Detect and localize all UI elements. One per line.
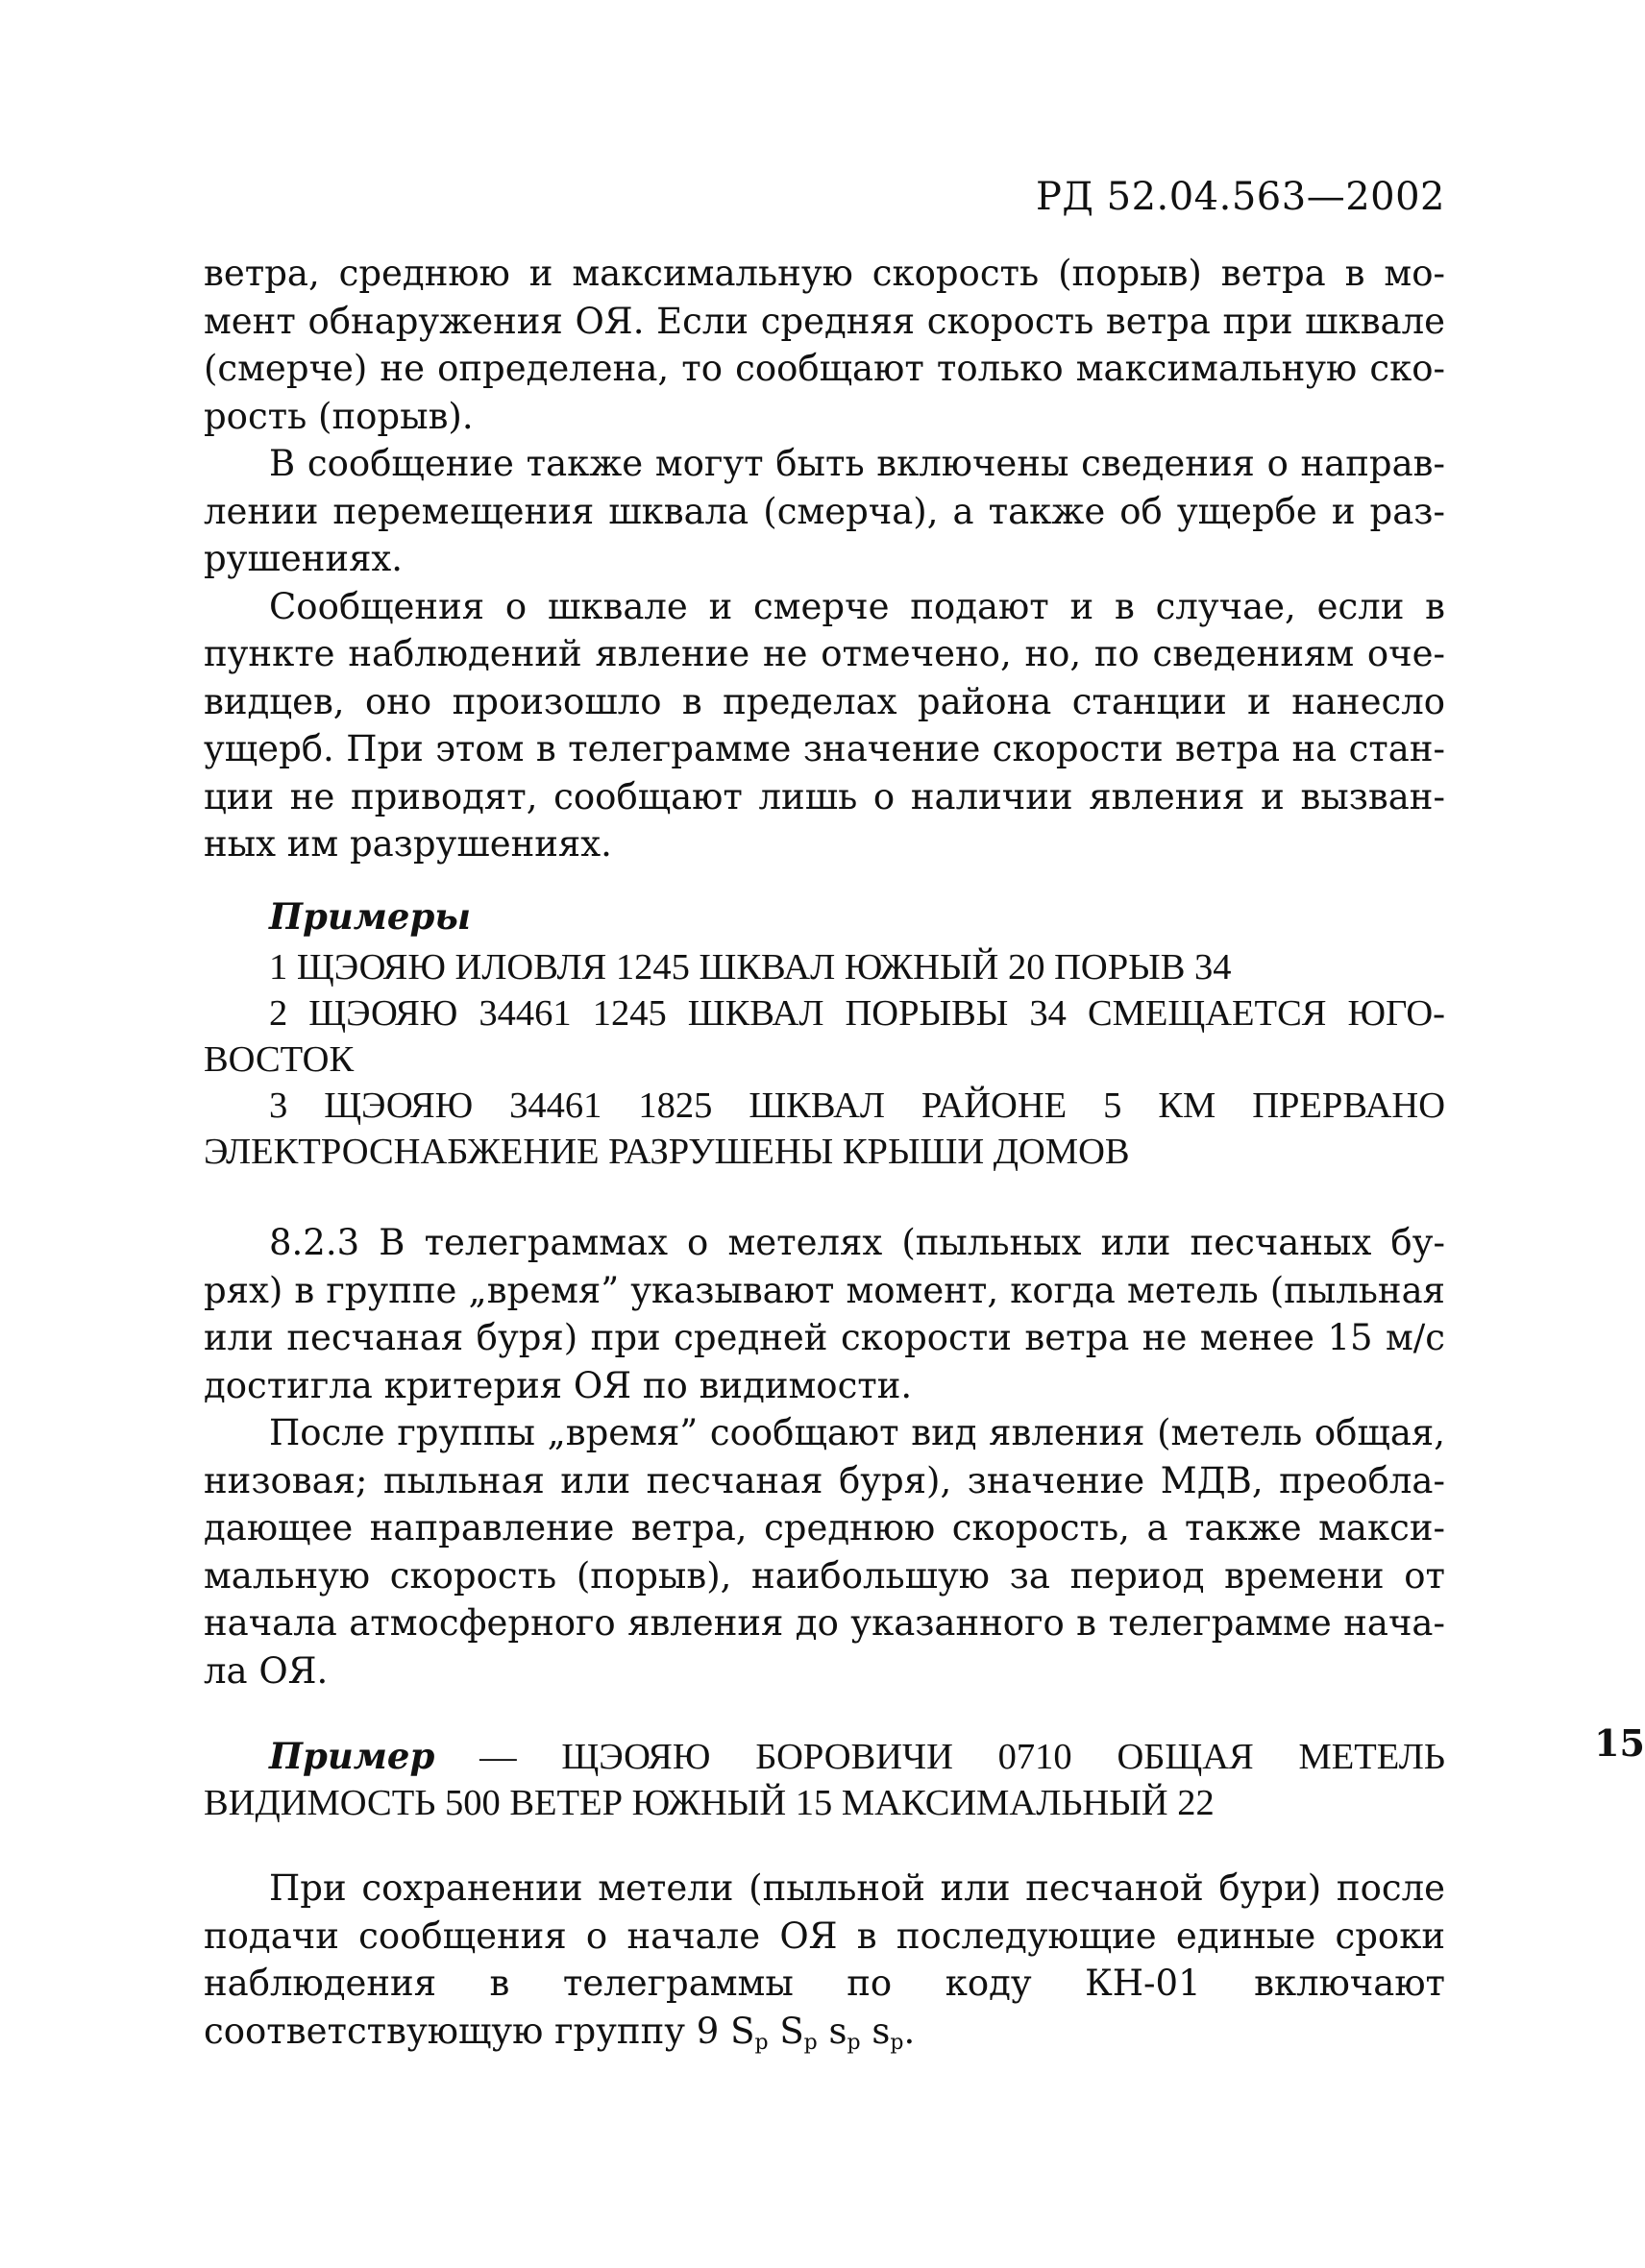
document-code: РД 52.04.563—2002 — [1035, 175, 1445, 219]
paragraph-wind-speed: ветра, среднюю и максимальную скорость (порыв) ветра в момент обнаружения ОЯ. Если средняя скорость ветра при шквале (смерче) не определена, то сообщают только максимальную скорость (порыв). — [204, 253, 1445, 437]
formula-term-1: S — [730, 2010, 755, 2052]
formula-term-4: s — [872, 2010, 891, 2052]
formula-sub-2: p — [803, 2030, 818, 2055]
example-label: Пример — [269, 1735, 435, 1777]
example-blizzard — [204, 1733, 1445, 1826]
document-page — [204, 173, 1645, 2055]
formula-sub-4: p — [890, 2030, 904, 2055]
paragraph-code-group — [204, 1865, 1445, 2055]
paragraph-direction: В сообщение также могут быть включены сведения о направлении перемещения шквала (смерча), а также об ущербе и разрушениях. — [204, 443, 1445, 579]
formula-term-3: s — [828, 2010, 847, 2052]
example-telegram-1: 1 ЩЭОЯЮ ИЛОВЛЯ 1245 ШКВАЛ ЮЖНЫЙ 20 ПОРЫВ 34 — [269, 947, 1232, 988]
paragraph-code-group-text: При сохранении метели (пыльной или песчаной бури) после подачи сообщения о начале ОЯ в последующие единые сроки наблюдения в телеграммы по коду КН-01 включают соответствующую группу 9 — [204, 1867, 1445, 2052]
page-number: 15 — [1594, 1721, 1645, 1765]
formula-sub-3: p — [847, 2030, 861, 2055]
spacer — [204, 1695, 1445, 1733]
section-8-2-3-details: После группы „время” сообщают вид явления (метель общая, низовая; пыльная или песчаная буря), значение МДВ, преобладающее направление ветра, среднюю скорость, а также максимальную скорость (порыв), наибольшую за период времени от начала атмосферного явления до указанного в телеграмме начала ОЯ. — [204, 1412, 1445, 1692]
example-telegram-3: 3 ЩЭОЯЮ 34461 1825 ШКВАЛ РАЙОНЕ 5 КМ ПРЕРВАНО ЭЛЕКТРОСНАБЖЕНИЕ РАЗРУШЕНЫ КРЫШИ ДОМОВ — [204, 1085, 1445, 1172]
spacer — [204, 1175, 1445, 1219]
examples-heading: Примеры — [269, 894, 471, 938]
example-telegram-2: 2 ЩЭОЯЮ 34461 1245 ШКВАЛ ПОРЫВЫ 34 СМЕЩАЕТСЯ ЮГОВОСТОК — [204, 993, 1445, 1080]
formula-sub-1: p — [754, 2030, 769, 2055]
formula-term-2: S — [779, 2010, 804, 2052]
section-8-2-3-paragraph: 8.2.3 В телеграммах о метелях (пыльных или песчаных бурях) в группе „время” указывают момент, когда метель (пыльная или песчаная буря) при средней скорости ветра не менее 15 м/с достигла критерия ОЯ по видимости. — [204, 1222, 1445, 1406]
example-blizzard-text: — ЩЭОЯЮ БОРОВИЧИ 0710 ОБЩАЯ МЕТЕЛЬ ВИДИМОСТЬ 500 ВЕТЕР ЮЖНЫЙ 15 МАКСИМАЛЬНЫЙ 22 — [204, 1737, 1445, 1823]
paragraph-eyewitness: Сообщения о шквале и смерче подают и в случае, если в пункте наблюдений явление не отмечено, но, по сведениям очевидцев, оно произошло в пределах района станции и нанесло ущерб. При этом в телеграмме значение скорости ветра на станции не приводят, сообщают лишь о наличии явления и вызванных им разрушениях. — [204, 585, 1445, 865]
spacer — [204, 1826, 1445, 1865]
formula-end: . — [903, 2010, 916, 2052]
